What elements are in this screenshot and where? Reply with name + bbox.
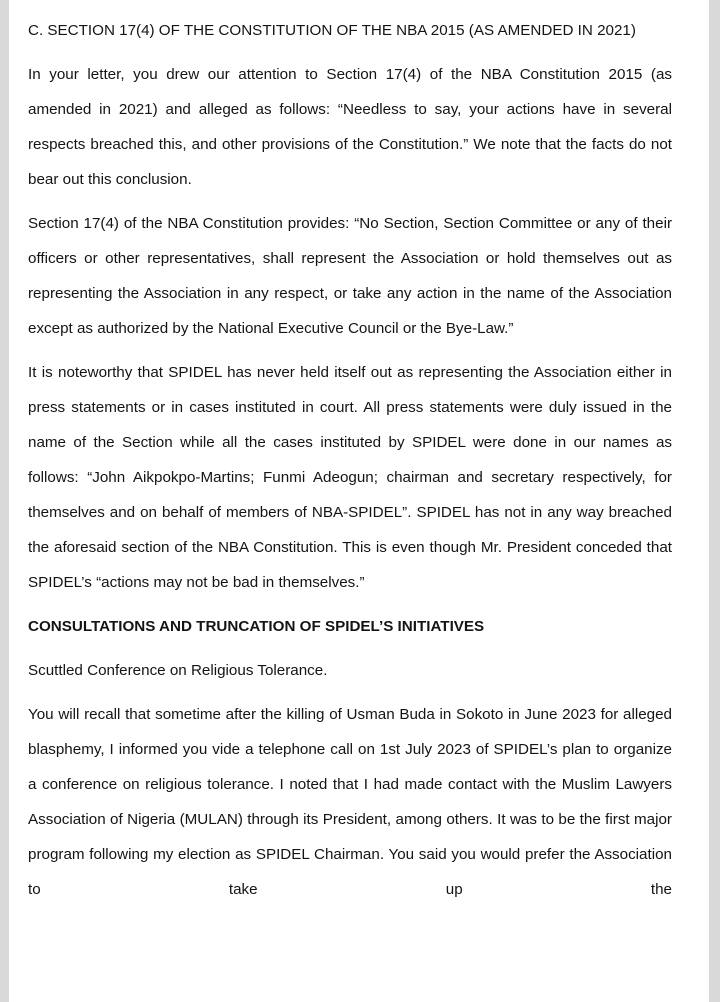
- section-heading: C. SECTION 17(4) OF THE CONSTITUTION OF THE NBA 2015 (AS AMENDED IN 2021): [28, 22, 636, 39]
- subheading: Scuttled Conference on Religious Tolerance.: [28, 662, 328, 679]
- paragraph-3: It is noteworthy that SPIDEL has never held itself out as representing the Association either in press statements or in cases instituted in court. All press statements were duly issued in the name of the Section while all the cases instituted by SPIDEL were done in our names as follows: “John Aikpokpo-Martins; Funmi Adeogun; chairman and secretary respectively, for themselves and on behalf of members of NBA-SPIDEL”. SPIDEL has not in any way breached the aforesaid section of the NBA Constitution. This is even though Mr. President conceded that SPIDEL’s “actions may not be bad in themselves.”: [28, 364, 672, 591]
- paragraph-2: Section 17(4) of the NBA Constitution provides: “No Section, Section Committee or any of their officers or other representatives, shall represent the Association or hold themselves out as representing the Association in any respect, or take any action in the name of the Association except as authorized by the National Executive Council or the Bye-Law.”: [28, 215, 672, 337]
- paragraph-1: In your letter, you drew our attention to Section 17(4) of the NBA Constitution 2015 (as amended in 2021) and alleged as follows: “Needless to say, your actions have in several respects breached this, and other provisions of the Constitution.” We note that the facts do not bear out this conclusion.: [28, 66, 672, 188]
- bold-section-heading: CONSULTATIONS AND TRUNCATION OF SPIDEL’S INITIATIVES: [28, 618, 485, 635]
- paragraph-4: You will recall that sometime after the killing of Usman Buda in Sokoto in June 2023 for alleged blasphemy, I informed you vide a telephone call on 1st July 2023 of SPIDEL’s plan to organize a conference on religious tolerance. I noted that I had made contact with the Muslim Lawyers Association of Nigeria (MULAN) through its President, among others. It was to be the first major program following my election as SPIDEL Chairman. You said you would prefer the Association to take up the: [28, 706, 672, 898]
- document-page: [9, 0, 709, 1002]
